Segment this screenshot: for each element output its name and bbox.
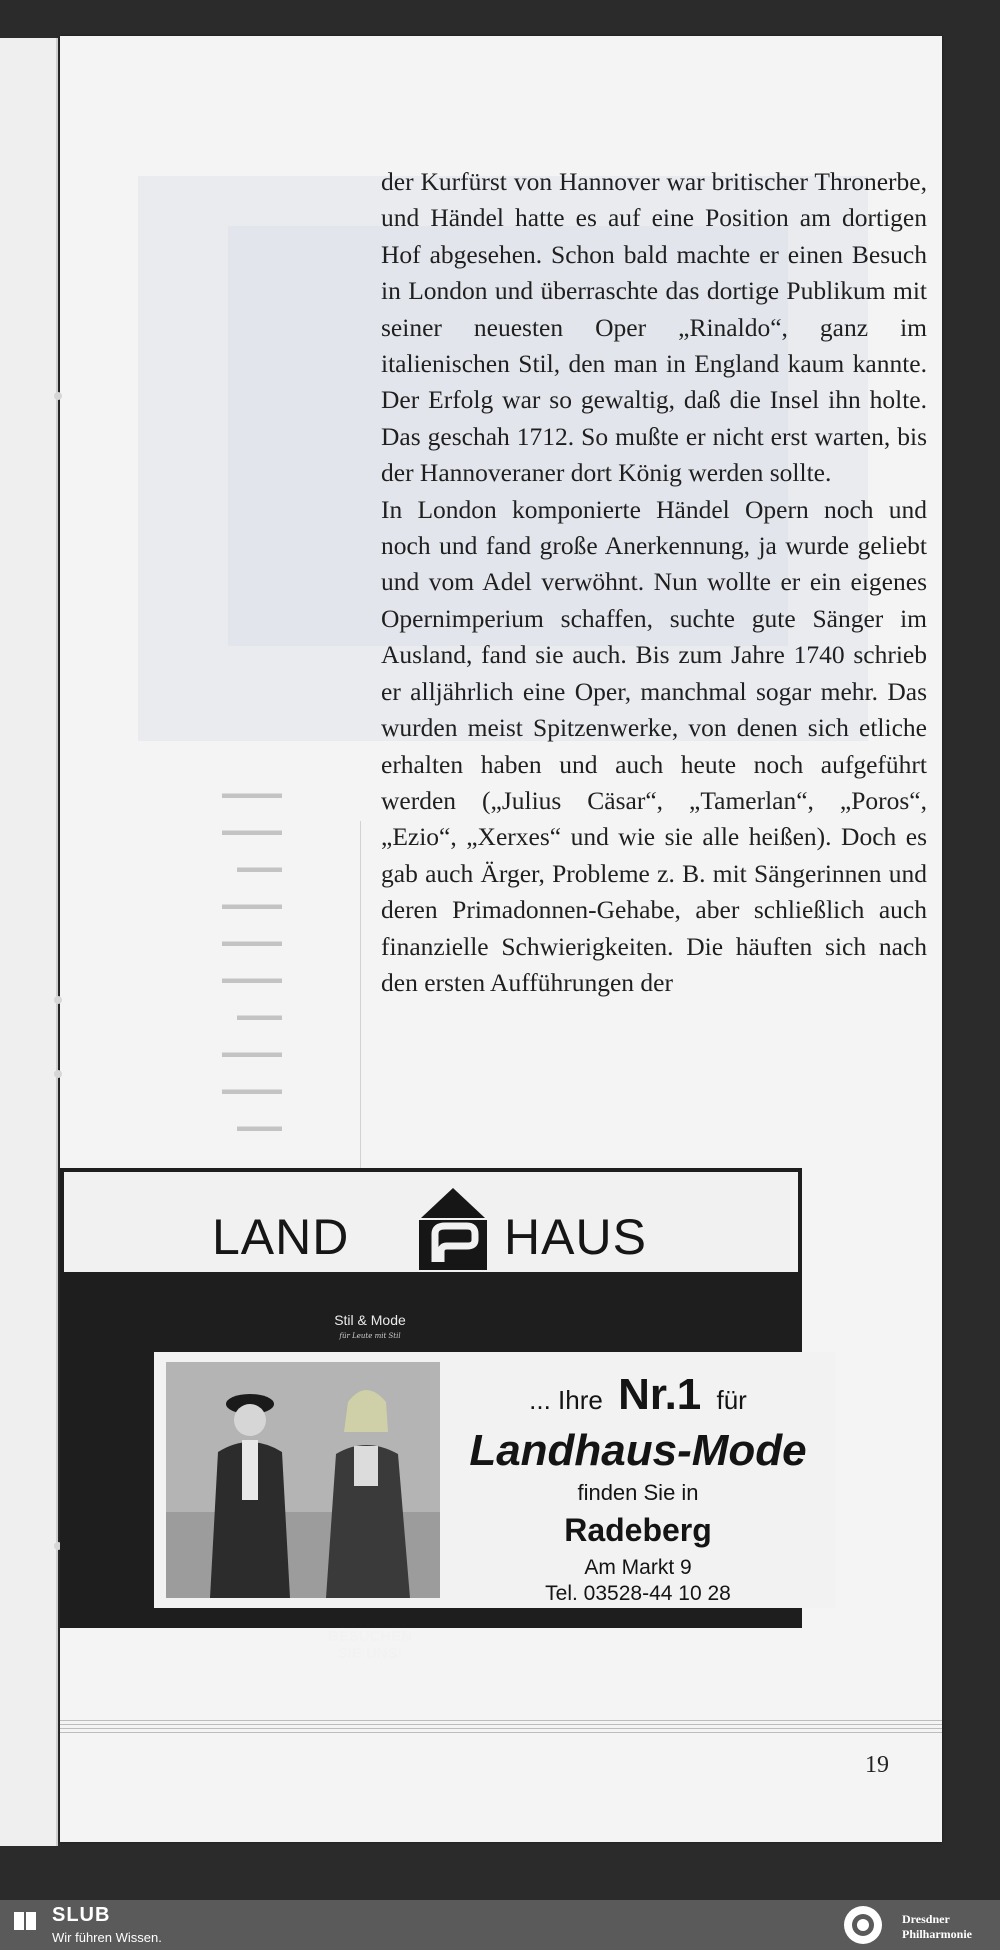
landhaus-advertisement — [60, 1168, 807, 1628]
bleed-through-rule — [360, 821, 361, 1201]
ad-copy — [440, 1352, 836, 1608]
ad-tagline: Stil & Mode — [334, 1312, 406, 1328]
house-logo-icon — [401, 1182, 505, 1272]
ad-intro-prefix: ... Ihre — [529, 1385, 603, 1415]
body-paragraph: der Kurfürst von Hannover war britischer Thronerbe, und Händel hatte es auf eine Position am dortigen Hof abgesehen. Schon bald machte er einen Besuch in London und überraschte das dortige Publikum mit seiner neuesten Oper „Rinaldo“, ganz im italienischen Stil, den man in England kaum kannte. Der Erfolg war so gewaltig, daß die Insel ihn holte. Das geschah 1712. So mußte er nicht erst warten, bis der Hannoveraner dort König werden sollte. — [381, 167, 927, 488]
brand-name-right: HAUS — [504, 1209, 647, 1265]
ad-call-to-action — [300, 1628, 440, 1662]
slub-name[interactable]: SLUB — [52, 1904, 111, 1926]
brand-name-left: LAND — [212, 1209, 350, 1265]
binding-hole — [54, 996, 62, 1004]
ad-headline: Landhaus-Mode — [469, 1426, 807, 1475]
binding-hole — [54, 392, 62, 400]
previous-page-edge — [0, 38, 58, 1846]
ad-tagline-script: für Leute mit Stil — [339, 1332, 401, 1340]
viewer-footer — [0, 1900, 1000, 1950]
models-photo — [166, 1362, 440, 1598]
ad-city: Radeberg — [564, 1512, 712, 1548]
ad-intro-line — [440, 1370, 836, 1420]
body-paragraph: In London komponierte Händel Opern noch und noch und fand große Anerkennung, ja wurde geliebt und vom Adel verwöhnt. Nun wollte er ein eigenes Opernimperium schaffen, suchte gute Sänger im Ausland, fand sie auch. Bis zum Jahre 1740 schrieb er alljährlich eine Oper, manchmal sogar mehr. Das wurden meist Spitzenwerke, von denen sich etliche erhalten haben und auch heute noch aufgeführt werden („Julius Cäsar“, „Tamerlan“, „Poros“, „Ezio“, „Xerxes“ und wie sie alle heißen). Doch es gab auch Ärger, Probleme z. B. mit Sängerinnen und deren Primadonnen-Gehabe, aber schließlich auch finanzielle Schwierigkeiten. Die häuften sich nach den ersten Aufführungen der — [381, 494, 927, 997]
bleed-through-caption — [142, 776, 282, 1146]
philharmonie-name-line1: Dresdner — [902, 1912, 950, 1926]
philharmonie-logo-icon[interactable] — [842, 1904, 884, 1946]
ad-cta-line: BESUCHEN — [327, 1628, 413, 1645]
ad-cta-line: SIE UNS! — [337, 1645, 403, 1662]
binding-hole — [54, 1070, 62, 1078]
ad-find-text: finden Sie in — [577, 1480, 699, 1505]
slub-logo-icon[interactable] — [14, 1910, 36, 1932]
ad-number-one: Nr.1 — [618, 1370, 702, 1419]
article-body — [381, 164, 927, 1001]
page-number: 19 — [865, 1752, 889, 1778]
slub-slogan: Wir führen Wissen. — [52, 1930, 162, 1945]
ad-phone: Tel. 03528-44 10 28 — [545, 1582, 731, 1605]
models-illustration — [166, 1362, 440, 1598]
ad-street: Am Markt 9 — [584, 1556, 692, 1579]
bottom-rules — [60, 1720, 942, 1740]
ad-brand-header — [64, 1172, 798, 1272]
bleed-through-lines: ▬▬▬▬ ▬▬▬▬ ▬▬▬ ▬▬▬▬ ▬▬▬▬ ▬▬▬▬ ▬▬▬ ▬▬▬▬ ▬▬▬▬ ▬▬▬ — [222, 786, 282, 1135]
ad-intro-suffix: für — [716, 1385, 747, 1415]
ad-panel — [154, 1352, 836, 1608]
philharmonie-name-line2: Philharmonie — [902, 1927, 973, 1941]
